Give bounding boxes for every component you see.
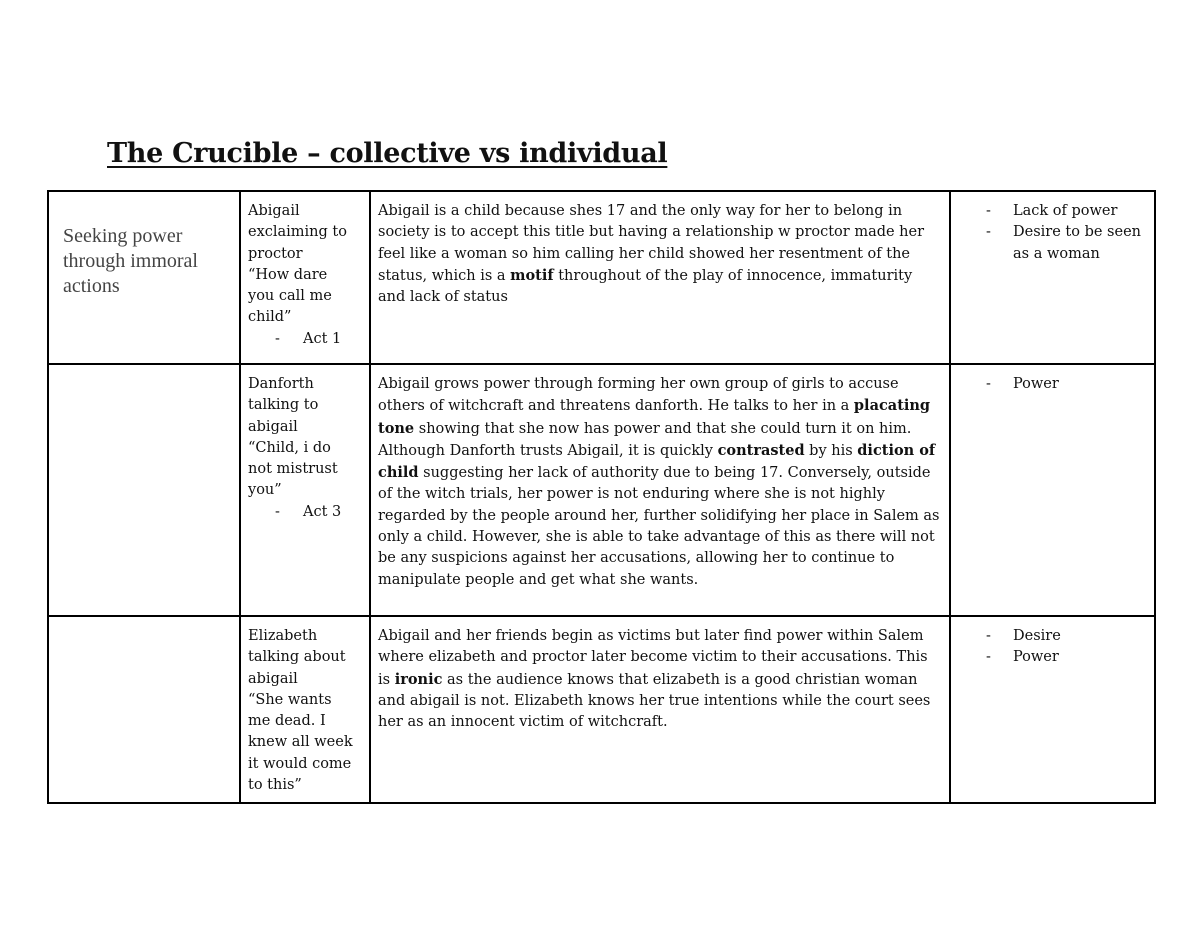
tag-list xyxy=(958,201,1147,265)
quote-line: you” xyxy=(248,482,282,499)
quote-line: child” xyxy=(248,309,292,326)
analysis-text: Abigail is a child because shes 17 and the only way for her to belong in society is to accept this title but having a relationship w proctor made her feel like a woman so him calling her child showed her resentment of the status, which is a xyxy=(378,203,925,284)
analysis-key-term: motif xyxy=(510,266,554,284)
quote-line: to this” xyxy=(248,777,302,794)
table-row xyxy=(48,191,1155,364)
theme-cell xyxy=(48,616,240,803)
analysis-key-term: contrasted xyxy=(717,441,805,459)
analysis-text: throughout of the play of innocence, immaturity and lack of status xyxy=(378,267,913,306)
quote-line: abigail xyxy=(248,418,298,435)
quote-line: it would come xyxy=(248,755,352,772)
quote-line: you call me xyxy=(248,288,332,305)
theme-label: Seeking power through immoral actions xyxy=(63,225,198,297)
quote-line: Danforth xyxy=(248,376,314,392)
quote-cell xyxy=(240,191,370,364)
quote-line: knew all week xyxy=(248,734,353,751)
tag-item: - Power xyxy=(986,649,1059,666)
tags-cell xyxy=(950,364,1155,616)
quote-line: not mistrust xyxy=(248,461,338,478)
quote-line: “How dare xyxy=(248,266,328,283)
theme-cell xyxy=(48,191,240,364)
quote-line: abigail xyxy=(248,670,298,687)
tag-item: - Desire to be seen as a woman xyxy=(986,224,1141,262)
quote-line: talking about xyxy=(248,649,346,666)
quote-line: me dead. I xyxy=(248,713,326,730)
analysis-text: as the audience knows that elizabeth is a good christian woman and abigail is not. Elizabeth knows her true intentions while the court sees her as an innocent victim of witchcraft. xyxy=(378,671,931,731)
quote-line: Abigail xyxy=(248,203,300,219)
table-row xyxy=(48,364,1155,616)
quote-line: “Child, i do xyxy=(248,439,331,456)
analysis-key-term: ironic xyxy=(394,670,443,688)
quote-line: proctor xyxy=(248,245,303,262)
analysis-text: Abigail grows power through forming her own group of girls to accuse others of witchcraft and threatens danforth. He talks to her in a xyxy=(378,376,899,415)
quote-line: Elizabeth xyxy=(248,628,318,644)
quote-cell xyxy=(240,364,370,616)
tag-list xyxy=(958,626,1147,669)
theme-cell xyxy=(48,364,240,616)
act-reference: - Act 3 xyxy=(275,503,342,520)
analysis-cell xyxy=(370,616,950,803)
analysis-text: suggesting her lack of authority due to being 17. Conversely, outside of the witch trials, her power is not enduring where she is not highly regarded by the people around her, further solidifying her place in Salem as only a child. However, she is able to take advantage of this as there will not be any suspicions against her accusations, allowing her to continue to manipulate people and get what she wants. xyxy=(378,465,940,588)
table-row xyxy=(48,616,1155,803)
tag-item: - Desire xyxy=(986,628,1061,644)
analysis-key-term: diction of child xyxy=(378,441,936,482)
analysis-cell xyxy=(370,364,950,616)
analysis-table xyxy=(47,190,1156,804)
analysis-text: by his xyxy=(804,442,858,459)
quote-line: exclaiming to xyxy=(248,224,347,241)
analysis-text: Abigail and her friends begin as victims but later find power within Salem where elizabeth and proctor later become victim to their accusations. This is xyxy=(378,628,928,688)
document-title: The Crucible – collective vs individual xyxy=(107,138,668,169)
quote-cell xyxy=(240,616,370,803)
tag-item: - Power xyxy=(986,376,1059,392)
analysis-key-term: placating tone xyxy=(378,397,931,437)
tag-item: - Lack of power xyxy=(986,203,1118,219)
tags-cell xyxy=(950,616,1155,803)
tag-list xyxy=(958,374,1147,395)
quote-line: “She wants xyxy=(248,691,332,708)
quote-line: talking to xyxy=(248,397,319,414)
analysis-text: Although Danforth trusts Abigail, it is quickly xyxy=(378,442,718,459)
analysis-text: showing that she now has power and that she could turn it on him. xyxy=(414,420,912,437)
analysis-cell xyxy=(370,191,950,364)
act-reference: - Act 1 xyxy=(275,330,342,347)
tags-cell xyxy=(950,191,1155,364)
